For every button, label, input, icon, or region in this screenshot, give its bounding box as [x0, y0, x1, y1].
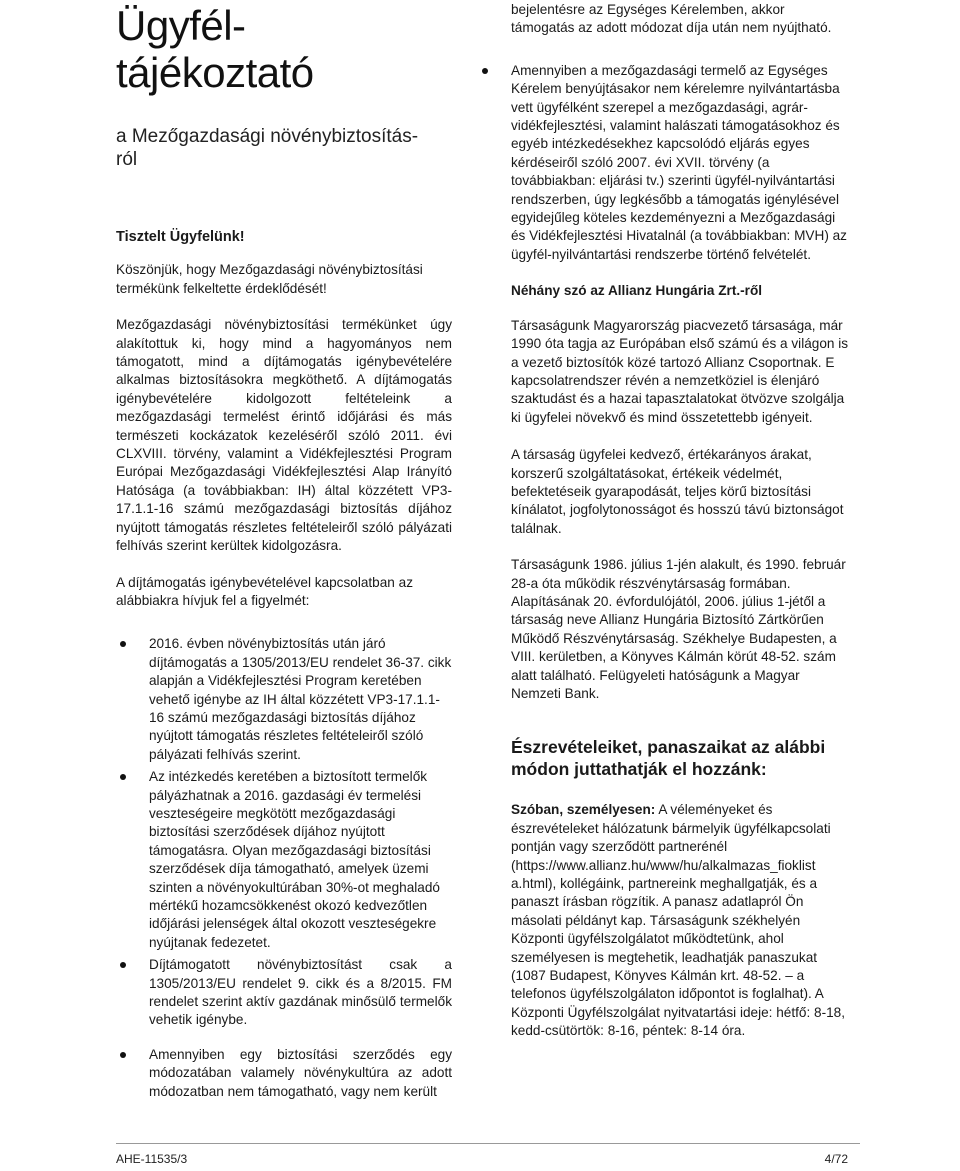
page-title: [116, 2, 452, 96]
right-column: [478, 0, 851, 1041]
allianz-paragraph-2: A társaság ügyfelei kedvező, értékarányos árakat, korszerű szolgáltatásokat, értékeik védelmét, befektetéseik gyarapodását, teljes körű biztosítási kínálatot, jogfolytonosságot és hosszú távú biztonságot találnak.: [511, 447, 844, 536]
list-item: Amennyiben egy biztosítási szerződés egy módozatában valamely növénykultúra az adott módozatban nem támogatható, vagy nem került: [116, 1046, 452, 1101]
page-subtitle: a Mezőgazdasági növénybiztosítás- ról: [116, 126, 419, 170]
list-item: 2016. évben növénybiztosítás után járó díjtámogatás a 1305/2013/EU rendelet 36-37. cikk alapján a Vidékfejlesztési Program keretében vehető igénybe az IH által közzétett VP3-17.1.1-16 számú mezőgazdasági biztosítás díjához nyújtott támogatás részletes feltételeiről szóló pályázati felhívás szerint.: [116, 635, 452, 764]
continuation-paragraph: bejelentésre az Egységes Kérelemben, akkor támogatás az adott módozat díja után nem nyújtható.: [511, 2, 832, 36]
left-bullet-list: [116, 635, 452, 1101]
bullet-dot-icon: [120, 641, 126, 647]
allianz-paragraph-3: Társaságunk 1986. július 1-jén alakult, és 1990. február 28-a óta működik részvénytársaság formában. Alapításának 20. évfordulójától, 2006. július 1-jétől a társaság neve Allianz Hungária Biztosító Zártkörűen Működő Részvénytársaság. Székhelye Budapesten, a VIII. kerületben, a Könyves Kálmán körút 48-52. szám alatt található. Felügyeleti hatóságunk a Magyar Nemzeti Bank.: [511, 557, 846, 701]
footer-divider: [116, 1143, 860, 1144]
title-line-1: Ügyfél-: [116, 2, 246, 49]
title-line-2: tájékoztató: [116, 49, 314, 96]
footer-page-number: 4/72: [824, 1152, 848, 1166]
footer-doc-code: AHE-11535/3: [116, 1152, 188, 1166]
right-body: [478, 282, 851, 1040]
complaints-heading: Észrevételeiket, panaszaikat az alábbi módon juttathatják el hozzánk:: [511, 737, 826, 780]
complaints-lead: Szóban, személyesen:: [511, 802, 656, 818]
allianz-heading: Néhány szó az Allianz Hungária Zrt.-ről: [511, 283, 763, 299]
list-item: Díjtámogatott növénybiztosítást csak a 1305/2013/EU rendelet 9. cikk és a 8/2015. FM rendelet szerint aktív gazdának minősülő termelők vehetik igénybe.: [116, 956, 452, 1030]
intro-paragraph: Köszönjük, hogy Mezőgazdasági növénybiztosítási termékünk felkeltette érdeklődését!: [116, 262, 423, 296]
bullet-dot-icon: [120, 774, 126, 780]
complaints-paragraph: [511, 801, 851, 1040]
allianz-paragraph-1: Társaságunk Magyarország piacvezető társasága, már 1990 óta tagja az Európában első számú és a világon is a vezető biztosítók közé tartozó Allianz Csoportnak. E kapcsolatrendszer révén a nemzetköziel is élenjáró szaktudást és a hazai tapasztalatokat ötvözve szolgálja ki ügyfelei növekvő és mind összetettebb igényeit.: [511, 317, 849, 425]
left-column: [116, 0, 452, 1105]
main-paragraph: Mezőgazdasági növénybiztosítási termékünket úgy alakítottuk ki, hogy mind a hagyományos nem támogatott, mind a díjtámogatás igénybevételére alkalmas biztosításokra megköthető. A díjtámogatás igénybevételére kidolgozott feltételeink a mezőgazdasági termelést érintő időjárási és más természeti kockázatok kezeléséről szóló 2011. évi CLXVIII. törvény, valamint a Vidékfejlesztési Program Európai Mezőgazdasági Vidékfejlesztési Alap Irányító Hatósága (a továbbiakban: IH) által közzétett VP3-17.1.1-16 számú mezőgazdasági biztosítás díjához nyújtott támogatás részletes feltételeiről szóló pályázati felhívás szerint kerültek kidolgozásra.: [116, 317, 452, 554]
greeting: Tisztelt Ügyfelünk!: [116, 229, 245, 245]
attention-paragraph: A díjtámogatás igénybevételével kapcsolatban az alábbiakra hívjuk fel a figyelmét:: [116, 574, 413, 608]
list-item: Amennyiben a mezőgazdasági termelő az Egységes Kérelem benyújtásakor nem kérelemre nyilvántartásba vett ügyfélként szerepel a mezőgazdasági, agrár-vidékfejlesztési, valamint halászati támogatásokhoz és egyéb intézkedésekhez kapcsolódó eljárás egyes kérdéseiről szóló 2007. évi XVII. törvény (a továbbiakban: eljárási tv.) szerinti ügyfél-nyilvántartási rendszerben, úgy legkésőbb a támogatás igénylésével egyidejűleg köteles kezdeményezni a Mezőgazdasági és Vidékfejlesztési Hivatalnál (a továbbiakban: MVH) az ügyfél-nyilvántartási rendszerbe történő felvételét.: [478, 62, 851, 264]
complaints-body: A véleményeket és észrevételeket hálózatunk bármelyik ügyfélkapcsolati pontján vagy szerződött partnerénél (https://www.allianz.hu/www/hu/alkalmazas_fioklist a.html), kollégáink, partnereink meghallgatják, és a panaszt írásban rögzítik. A panasz adatlapról Ön másolati példányt kap. Társaságunk székhelyén Központi ügyfélszolgálatot működtetünk, ahol személyesen is megtehetik, leadhatják panaszukat (1087 Budapest, Könyves Kálmán krt. 48-52. – a telefonos ügyfélszolgálaton időpontot is foglalhat). A Központi Ügyfélszolgálat nyitvatartási ideje: hétfő: 8-18, kedd-csütörtök: 8-16, péntek: 8-14 óra.: [511, 802, 845, 1039]
list-item: Az intézkedés keretében a biztosított termelők pályázhatnak a 2016. gazdasági év termelési veszteségeire megkötött mezőgazdasági biztosítási szerződések díjához nyújtott támogatásra. Olyan mezőgazdasági biztosítási szerződések díja támogatható, amelyek üzemi szinten a növényokultúrában 30%-ot meghaladó mértékű hozamcsökkenést okozó kedvezőtlen időjárási jelenségek által okozott veszteségekre nyújtanak fedezetet.: [116, 768, 452, 952]
bullet-dot-icon: [120, 1052, 126, 1058]
bullet-dot-icon: [120, 962, 126, 968]
bullet-dot-icon: [482, 68, 488, 74]
right-bullet-list: [478, 62, 851, 264]
